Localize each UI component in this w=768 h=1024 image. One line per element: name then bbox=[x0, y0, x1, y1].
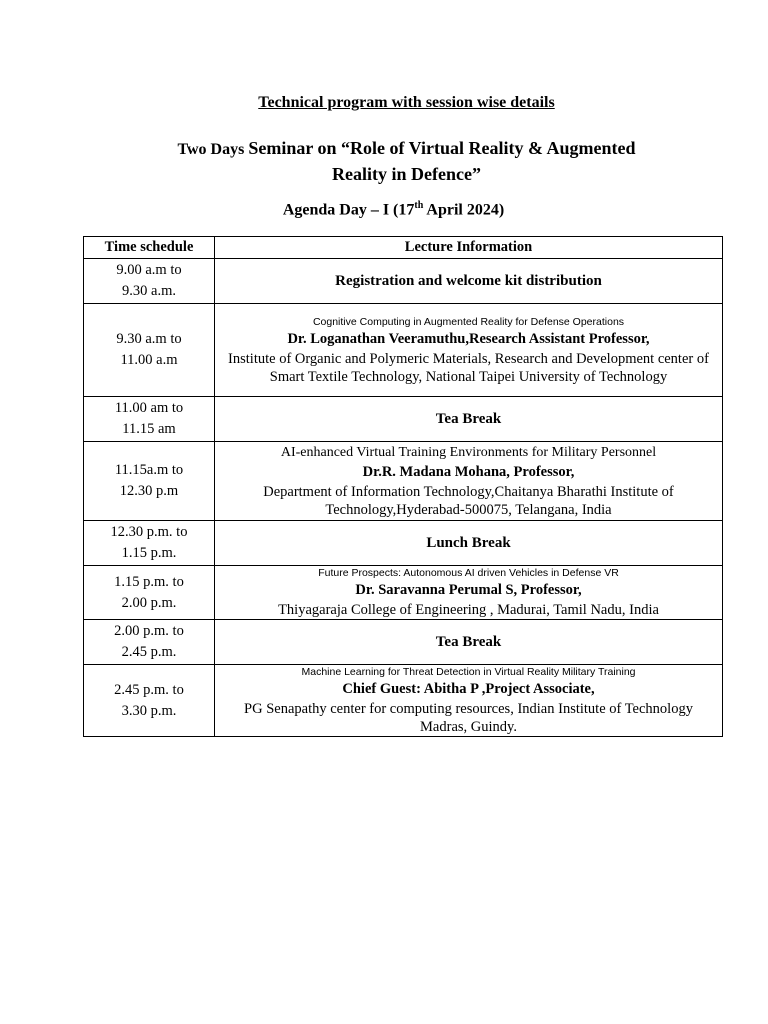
lecture-topic: Cognitive Computing in Augmented Reality for Defense Operations bbox=[312, 315, 625, 328]
seminar-title-line-1: Seminar on “Role of Virtual Reality & Augmented bbox=[248, 138, 636, 158]
speaker-name: Dr. Loganathan Veeramuthu,Research Assistant Professor, bbox=[287, 330, 650, 347]
speaker-name: Chief Guest: Abitha P ,Project Associate, bbox=[342, 681, 595, 697]
speaker-affiliation: Institute of Organic and Polymeric Materials, Research and Development center of Smart Textile Technology, National Taipei University of Technology bbox=[228, 350, 709, 385]
lecture-cell bbox=[215, 397, 723, 442]
session-label: Lunch Break bbox=[426, 534, 511, 551]
table-row bbox=[84, 620, 723, 665]
lecture-cell bbox=[215, 442, 723, 521]
speaker-name: Dr. Saravanna Perumal S, Professor, bbox=[355, 582, 582, 598]
speaker-name: Dr.R. Madana Mohana, Professor, bbox=[362, 463, 575, 480]
seminar-title-line-2: Reality in Defence” bbox=[332, 164, 481, 184]
time-cell: 2.45 p.m. to 3.30 p.m. bbox=[84, 665, 215, 737]
speaker-affiliation: Department of Information Technology,Chaitanya Bharathi Institute of Technology,Hyderabad-500075, Telangana, India bbox=[263, 483, 674, 518]
time-cell: 12.30 p.m. to 1.15 p.m. bbox=[84, 521, 215, 566]
agenda-day-heading bbox=[0, 200, 768, 219]
time-cell: 11.00 am to 11.15 am bbox=[84, 397, 215, 442]
session-label: Registration and welcome kit distribution bbox=[335, 272, 602, 289]
seminar-title bbox=[0, 136, 768, 186]
table-row bbox=[84, 259, 723, 304]
speaker-affiliation: Thiyagaraja College of Engineering , Madurai, Tamil Nadu, India bbox=[278, 602, 659, 618]
seminar-title-prefix: Two Days bbox=[177, 141, 249, 158]
lecture-cell bbox=[215, 521, 723, 566]
lecture-topic: Future Prospects: Autonomous AI driven Vehicles in Defense VR bbox=[318, 567, 619, 579]
column-header-lecture: Lecture Information bbox=[215, 237, 723, 259]
column-header-time: Time schedule bbox=[84, 237, 215, 259]
table-row bbox=[84, 566, 723, 620]
lecture-cell bbox=[215, 304, 723, 397]
table-row bbox=[84, 521, 723, 566]
time-cell: 2.00 p.m. to 2.45 p.m. bbox=[84, 620, 215, 665]
agenda-prefix: Agenda Day – I (17 bbox=[282, 201, 415, 219]
table-header-row bbox=[84, 237, 723, 259]
lecture-cell bbox=[215, 620, 723, 665]
table-row bbox=[84, 665, 723, 737]
time-cell: 11.15a.m to 12.30 p.m bbox=[84, 442, 215, 521]
lecture-topic: Machine Learning for Threat Detection in Virtual Reality Military Training bbox=[301, 666, 636, 678]
lecture-cell bbox=[215, 665, 723, 737]
speaker-affiliation: PG Senapathy center for computing resources, Indian Institute of Technology Madras, Guindy. bbox=[244, 701, 693, 735]
agenda-suffix: April 2024) bbox=[423, 201, 505, 219]
agenda-table bbox=[83, 236, 723, 737]
time-cell: 9.30 a.m to 11.00 a.m bbox=[84, 304, 215, 397]
lecture-cell bbox=[215, 259, 723, 304]
program-heading: Technical program with session wise details bbox=[258, 94, 555, 111]
time-cell: 1.15 p.m. to 2.00 p.m. bbox=[84, 566, 215, 620]
table-row bbox=[84, 397, 723, 442]
agenda-sup: th bbox=[414, 200, 424, 211]
table-row bbox=[84, 442, 723, 521]
lecture-topic: AI-enhanced Virtual Training Environments for Military Personnel bbox=[280, 444, 657, 460]
table-row bbox=[84, 304, 723, 397]
session-label: Tea Break bbox=[435, 410, 502, 427]
session-label: Tea Break bbox=[435, 633, 502, 650]
lecture-cell bbox=[215, 566, 723, 620]
time-cell: 9.00 a.m to 9.30 a.m. bbox=[84, 259, 215, 304]
